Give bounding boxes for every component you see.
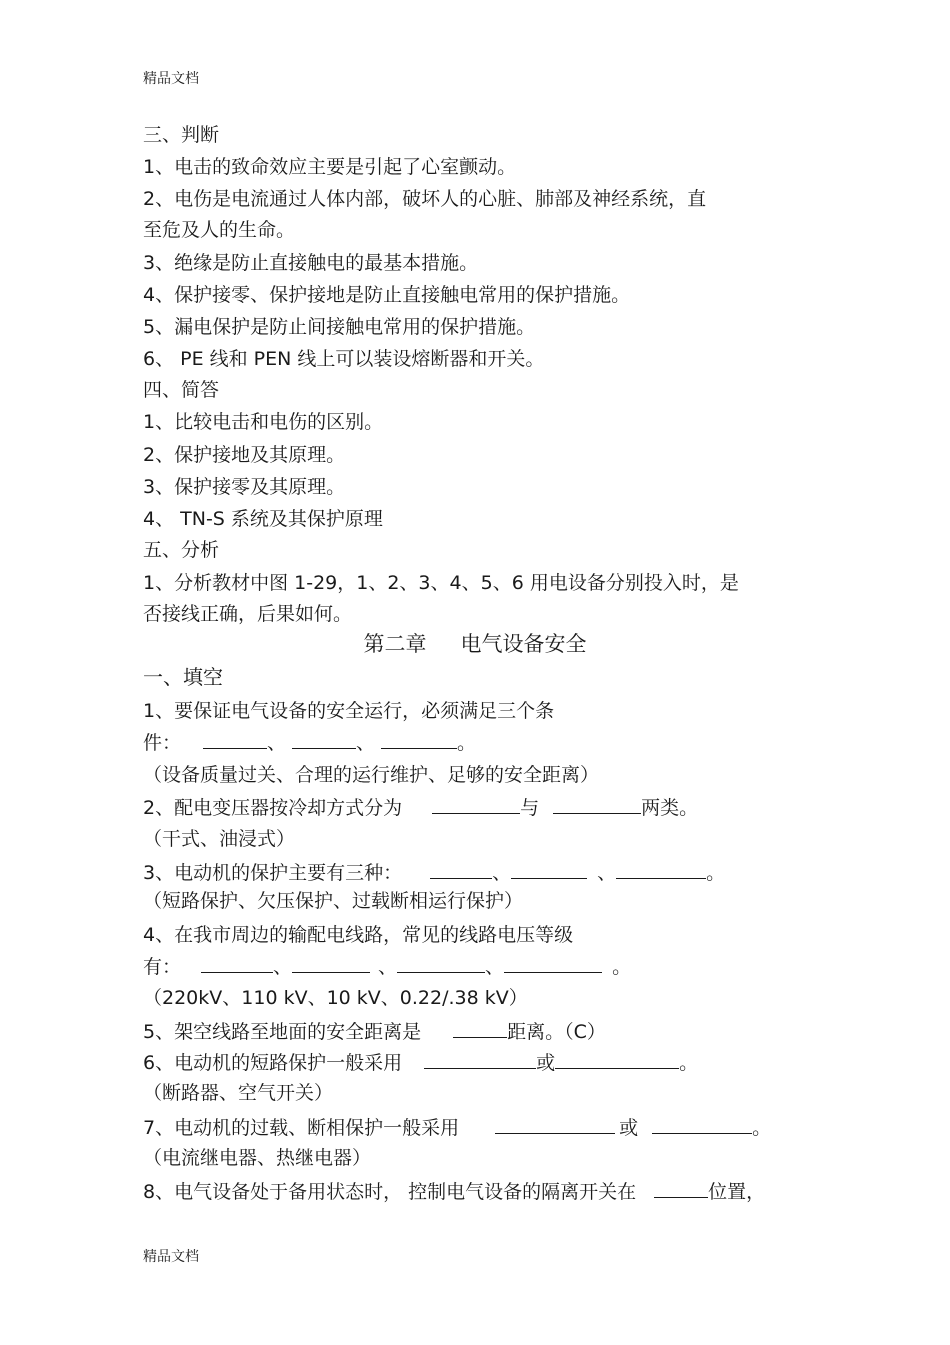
fill-item-8 [143, 1180, 765, 1204]
section-title-analysis: 五、分析 [143, 539, 220, 561]
answer-blank [292, 731, 356, 749]
answer-blank [553, 796, 641, 814]
fill-item-1-line1: 1、要保证电气设备的安全运行，必须满足三个条 [143, 700, 555, 722]
answer-blank [555, 1051, 679, 1069]
analysis-item-1-line1: 1、分析教材中图 1-29，1、2、3、4、5、6 用电设备分别投入时，是 [143, 572, 739, 594]
answer-blank [616, 861, 706, 879]
fill-item-4-prefix: 有： [143, 956, 182, 978]
judgement-item-2-line1: 2、电伤是电流通过人体内部，破坏人的心脏、肺部及神经系统，直 [143, 188, 707, 210]
fill-item-7-mid: 或 [619, 1117, 639, 1139]
page-header: 精品文档 [143, 71, 199, 87]
fill-item-3-prefix: 3、电动机的保护主要有三种： [143, 862, 403, 884]
analysis-item-1-line2: 否接线正确，后果如何。 [143, 603, 353, 625]
fill-item-2-prefix: 2、配电变压器按冷却方式分为 [143, 797, 403, 819]
answer-blank [201, 955, 273, 973]
answer-blank [292, 955, 370, 973]
fill-item-1-answer: （设备质量过关、合理的运行维护、足够的安全距离） [143, 764, 600, 786]
short-answer-item-3: 3、保护接零及其原理。 [143, 476, 346, 498]
period: 。 [752, 1117, 772, 1139]
separator: 、 [378, 956, 398, 978]
fill-item-7 [143, 1116, 771, 1140]
answer-blank [453, 1020, 507, 1038]
short-answer-item-4: 4、 TN-S 系统及其保护原理 [143, 508, 383, 530]
fill-item-2 [143, 796, 698, 820]
fill-item-5 [143, 1020, 606, 1044]
section-title-fill-in: 一、填空 [143, 665, 223, 689]
page-footer: 精品文档 [143, 1249, 199, 1265]
separator: 、 [492, 862, 512, 884]
fill-item-1-prefix: 件： [143, 732, 182, 754]
fill-item-7-answer: （电流继电器、热继电器） [143, 1147, 372, 1169]
answer-blank [381, 731, 457, 749]
answer-blank [652, 1116, 752, 1134]
separator: 、 [267, 732, 287, 754]
chapter-number: 第二章 [363, 632, 427, 656]
judgement-item-1: 1、电击的致命效应主要是引起了心室颤动。 [143, 156, 517, 178]
judgement-item-5: 5、漏电保护是防止间接触电常用的保护措施。 [143, 316, 536, 338]
answer-blank [424, 1051, 536, 1069]
fill-item-4-line1: 4、在我市周边的输配电线路，常见的线路电压等级 [143, 924, 574, 946]
period: 。 [612, 956, 632, 978]
fill-item-2-mid: 与 [520, 797, 540, 819]
separator: 、 [273, 956, 293, 978]
answer-blank [495, 1116, 615, 1134]
answer-blank [504, 955, 602, 973]
fill-item-2-suffix: 两类。 [641, 797, 699, 819]
fill-item-8-suffix: 位置， [708, 1181, 766, 1203]
judgement-item-4: 4、保护接零、保护接地是防止直接触电常用的保护措施。 [143, 284, 631, 306]
fill-item-5-prefix: 5、架空线路至地面的安全距离是 [143, 1021, 422, 1043]
separator: 、 [485, 956, 505, 978]
fill-item-3-answer: （短路保护、欠压保护、过载断相运行保护） [143, 890, 524, 912]
answer-blank [203, 731, 267, 749]
period: 。 [679, 1052, 699, 1074]
fill-item-2-answer: （干式、油浸式） [143, 828, 296, 850]
short-answer-item-1: 1、比较电击和电伤的区别。 [143, 411, 384, 433]
answer-blank [430, 861, 492, 879]
section-title-short-answer: 四、简答 [143, 379, 220, 401]
fill-item-6 [143, 1051, 698, 1075]
fill-item-4-line2 [143, 955, 631, 979]
answer-blank [511, 861, 587, 879]
chapter-title: 电气设备安全 [460, 632, 587, 656]
period: 。 [457, 732, 477, 754]
separator: 、 [597, 862, 617, 884]
judgement-item-6: 6、 PE 线和 PEN 线上可以装设熔断器和开关。 [143, 348, 545, 370]
answer-blank [397, 955, 485, 973]
separator: 、 [356, 732, 376, 754]
fill-item-4-answer: （220kV、110 kV、10 kV、0.22/.38 kV） [143, 987, 528, 1009]
fill-item-7-prefix: 7、电动机的过载、断相保护一般采用 [143, 1117, 460, 1139]
fill-item-6-prefix: 6、电动机的短路保护一般采用 [143, 1052, 403, 1074]
judgement-item-3: 3、绝缘是防止直接触电的最基本措施。 [143, 252, 479, 274]
fill-item-1-line2 [143, 731, 476, 755]
fill-item-6-answer: （断路器、空气开关） [143, 1082, 334, 1104]
fill-item-6-mid: 或 [536, 1052, 556, 1074]
fill-item-3 [143, 861, 725, 885]
short-answer-item-2: 2、保护接地及其原理。 [143, 444, 346, 466]
period: 。 [706, 862, 726, 884]
fill-item-5-suffix: 距离。（C） [507, 1021, 606, 1043]
section-title-judgement: 三、判断 [143, 124, 220, 146]
chapter-heading [0, 632, 950, 656]
answer-blank [654, 1180, 708, 1198]
judgement-item-2-line2: 至危及人的生命。 [143, 219, 296, 241]
answer-blank [432, 796, 520, 814]
fill-item-8-prefix: 8、电气设备处于备用状态时， 控制电气设备的隔离开关在 [143, 1181, 637, 1203]
